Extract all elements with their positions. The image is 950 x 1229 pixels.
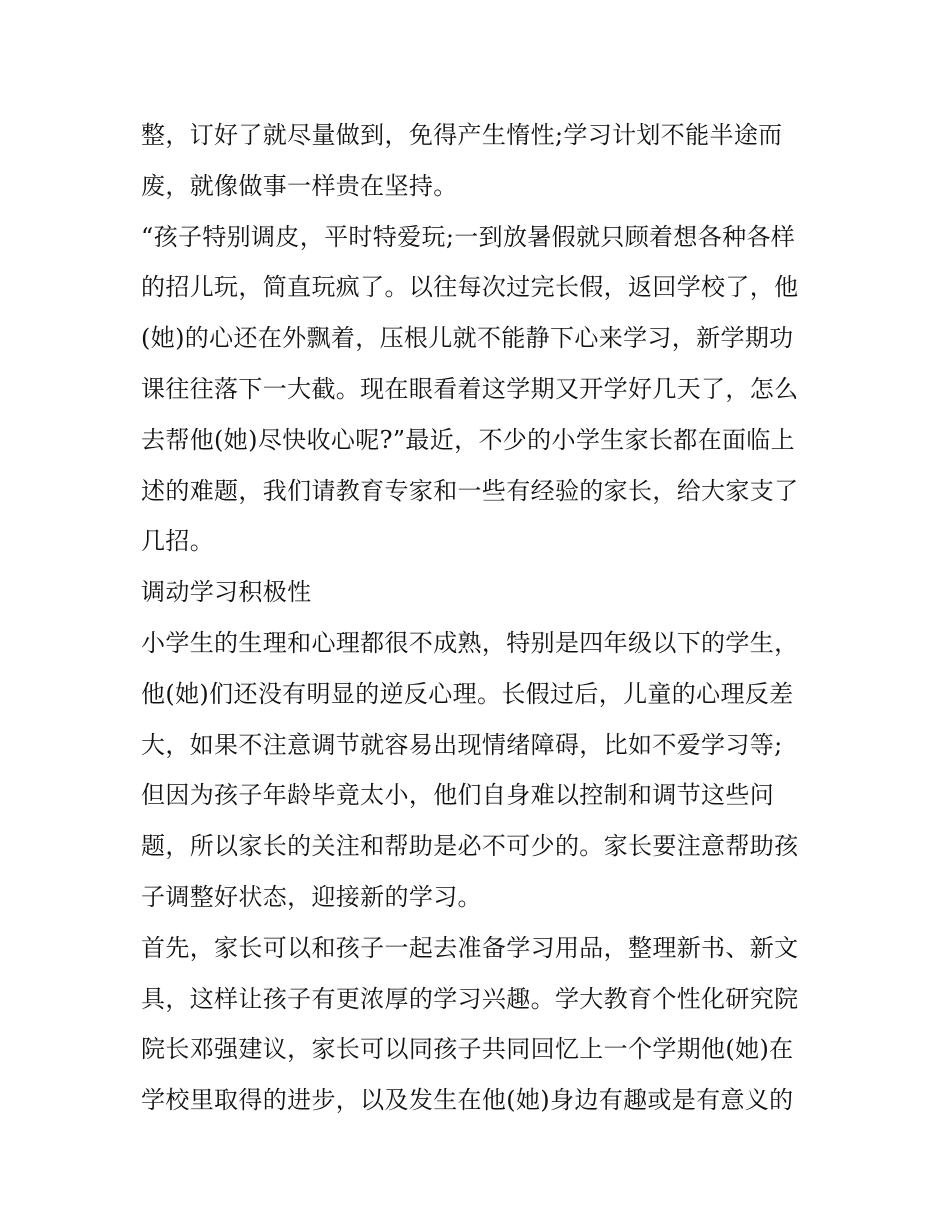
text-line: 去帮他(她)尽快收心呢?”最近，不少的小学生家长都在面临上: [141, 425, 796, 454]
text-line: 课往往落下一大截。现在眼看着这学期又开学好几天了，怎么: [141, 374, 799, 403]
text-body: [141, 110, 821, 1126]
text-line: “孩子特别调皮，平时特爱玩;一到放暑假就只顾着想各种各样: [141, 222, 796, 251]
text-line: (她)的心还在外飘着，压根儿就不能静下心来学习，新学期功: [141, 324, 794, 353]
text-line: 整，订好了就尽量做到，免得产生惰性;学习计划不能半途而: [141, 121, 783, 149]
text-line: 院长邓强建议，家长可以同孩子共同回忆上一个学期他(她)在: [141, 1035, 794, 1064]
text-line: 的招儿玩，简直玩疯了。以往每次过完长假，返回学校了，他: [141, 273, 799, 302]
text-line: 具，这样让孩子有更浓厚的学习兴趣。学大教育个性化研究院: [141, 984, 799, 1013]
text-line: 题，所以家长的关注和帮助是必不可少的。家长要注意帮助孩: [141, 832, 799, 861]
text-line: 首先，家长可以和孩子一起去准备学习用品，整理新书、新文: [141, 933, 799, 962]
section-heading: 调动学习积极性: [141, 578, 312, 607]
text-line: 大，如果不注意调节就容易出现情绪障碍，比如不爱学习等;: [141, 730, 783, 759]
text-line: 但因为孩子年龄毕竟太小，他们自身难以控制和调节这些问: [141, 781, 775, 810]
text-line: 废，就像做事一样贵在坚持。: [141, 171, 458, 200]
text-line: 他(她)们还没有明显的逆反心理。长假过后，儿童的心理反差: [141, 679, 794, 708]
text-line: 学校里取得的进步，以及发生在他(她)身边有趣或是有意义的: [141, 1086, 794, 1115]
text-line: 几招。: [141, 527, 215, 556]
text-line: 述的难题，我们请教育专家和一些有经验的家长，给大家支了: [141, 476, 799, 505]
text-line: 子调整好状态，迎接新的学习。: [141, 882, 482, 911]
text-line: 小学生的生理和心理都很不成熟，特别是四年级以下的学生，: [141, 628, 799, 657]
